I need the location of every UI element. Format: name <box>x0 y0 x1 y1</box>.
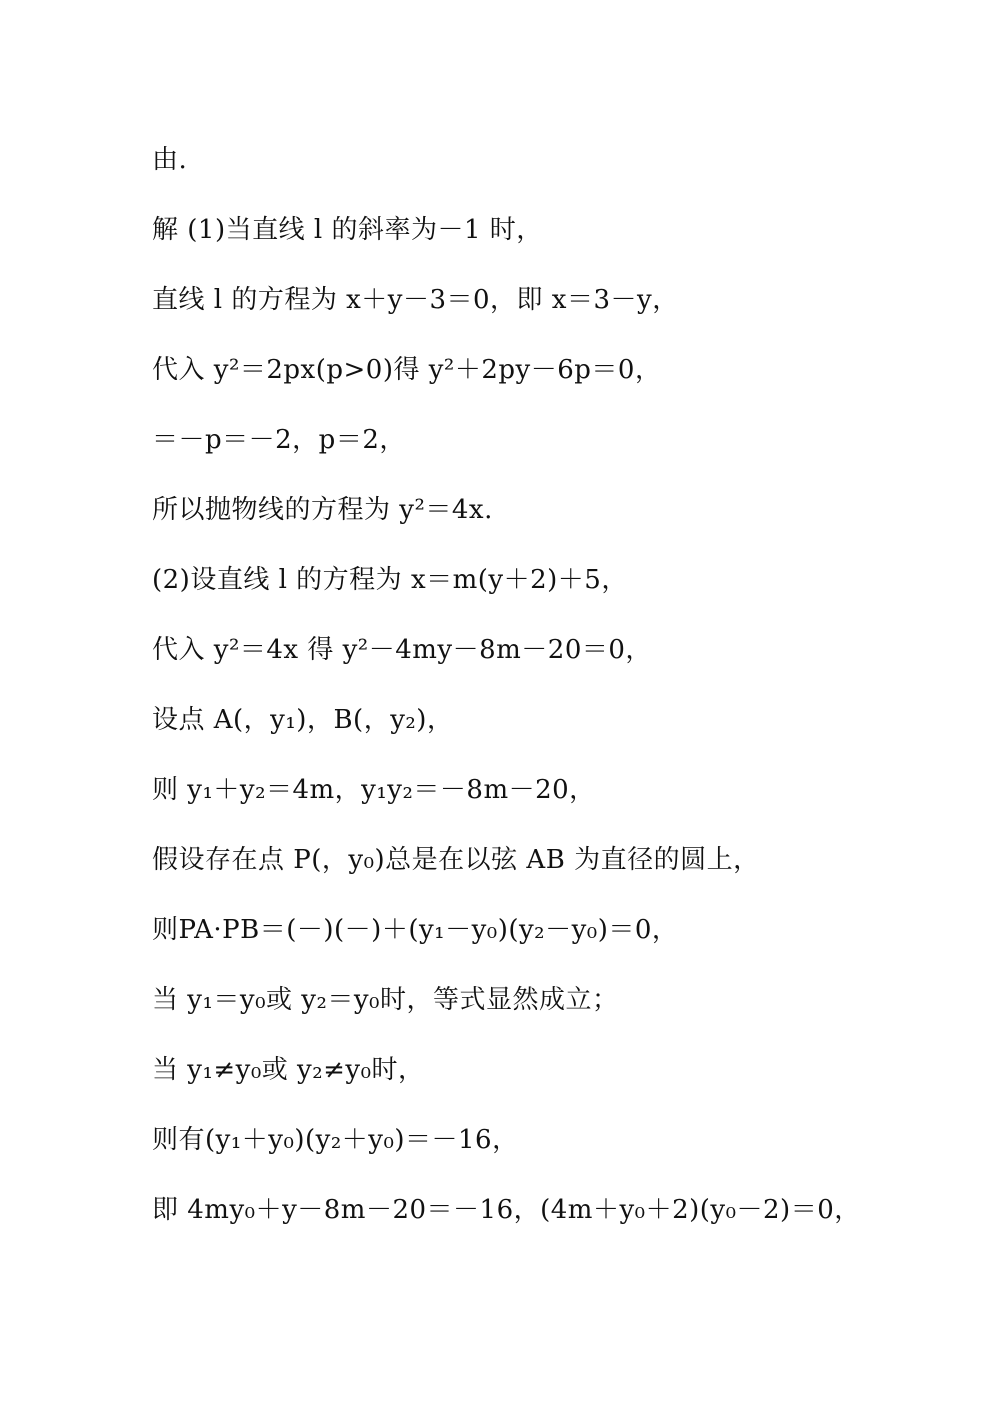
text-line-2: 解 (1)当直线 l 的斜率为－1 时， <box>152 215 543 245</box>
text-line-16: 即 4my₀＋y－8m－20＝－16，(4m＋y₀＋2)(y₀－2)＝0， <box>152 1195 861 1225</box>
text-line-6: 所以抛物线的方程为 y²＝4x. <box>152 495 493 525</box>
text-line-14: 当 y₁≠y₀或 y₂≠y₀时， <box>152 1055 425 1085</box>
text-line-11: 假设存在点 P(，y₀)总是在以弦 AB 为直径的圆上， <box>152 845 760 875</box>
text-line-9: 设点 A(，y₁)，B(，y₂)， <box>152 705 454 735</box>
text-line-10: 则 y₁＋y₂＝4m，y₁y₂＝－8m－20， <box>152 775 596 805</box>
text-line-15: 则有(y₁＋y₀)(y₂＋y₀)＝－16， <box>152 1125 519 1155</box>
text-line-7: (2)设直线 l 的方程为 x＝m(y＋2)＋5， <box>152 565 628 595</box>
text-line-5: ＝－p＝－2，p＝2， <box>152 425 406 455</box>
text-line-4: 代入 y²＝2px(p>0)得 y²＋2py－6p＝0， <box>152 355 662 385</box>
text-line-8: 代入 y²＝4x 得 y²－4my－8m－20＝0， <box>152 635 652 665</box>
text-line-13: 当 y₁＝y₀或 y₂＝y₀时，等式显然成立； <box>152 985 619 1015</box>
text-line-12: 则PA·PB＝(－)(－)＋(y₁－y₀)(y₂－y₀)＝0， <box>152 915 679 945</box>
text-line-3: 直线 l 的方程为 x＋y－3＝0，即 x＝3－y， <box>152 285 679 315</box>
text-line-1: 由. <box>152 145 188 175</box>
